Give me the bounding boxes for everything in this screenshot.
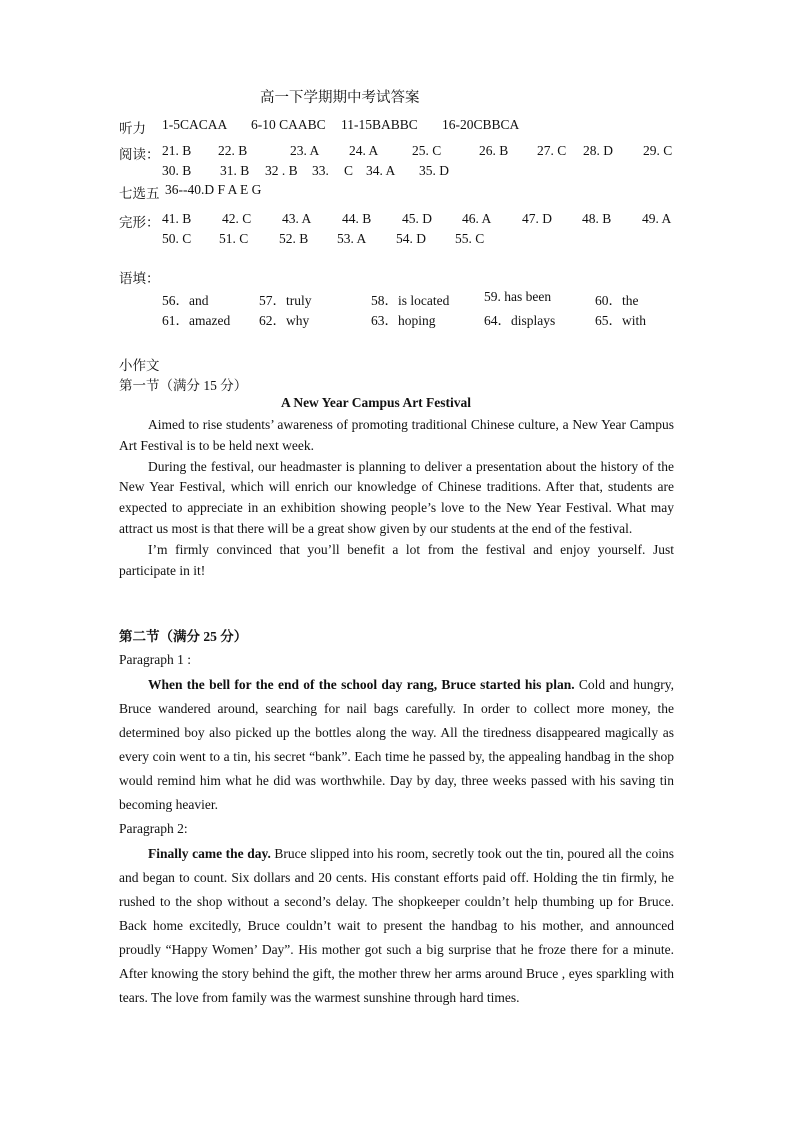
essay-body (119, 415, 674, 581)
answer: 48. B (582, 211, 612, 226)
essay-paragraph: During the festival, our headmaster is planning to deliver a presentation about the history of the New Year Festival, which will enrich our knowledge of Chinese traditions. After that, students are expected to appreciate in an exhibition showing people’s love to the New Year Festival. What may attract us most is that there will be a great show given by our students at the end of the festival. (119, 458, 674, 536)
paragraph1-text (119, 673, 674, 817)
answer: 59. has been (484, 289, 552, 304)
paragraph1-body: Cold and hungry, Bruce wandered around, searching for nail bags carefully. In order to collect more money, the determined boy also picked up the bottles along the way. All the tiredness disappeared magically as every coin went to a tin, his secret “bank”. Each time he passed by, the appealing handbag in the shop would remind him what he did was worthwhile. Day by day, three weeks passed with his saving tin becoming heavier. (119, 677, 674, 812)
answer: 55. C (455, 231, 485, 246)
answer: 22. B (218, 143, 248, 158)
paragraph2-lead: Finally came the day. (148, 846, 271, 861)
listening-label: 听力 (119, 121, 146, 136)
paragraph1-lead: When the bell for the end of the school day rang, Bruce started his plan. (148, 677, 575, 692)
answer: 45. D (402, 211, 432, 226)
answer-group: 16-20CBBCA (442, 117, 520, 132)
paragraph2-text (119, 842, 674, 1010)
answer: 24. A (349, 143, 379, 158)
answer: 27. C (537, 143, 567, 158)
answer: 31. B (220, 163, 250, 178)
answer: 62．why (259, 313, 310, 328)
answer: 41. B (162, 211, 192, 226)
answer: 23. A (290, 143, 320, 158)
answer: 36--40.D F A E G (165, 182, 262, 197)
grammar-label: 语填： (119, 271, 160, 286)
section1-label: 第一节（满分 15 分） (119, 378, 248, 393)
answer: 29. C (643, 143, 673, 158)
answer: 28. D (583, 143, 613, 158)
page-title: 高一下学期期中考试答案 (260, 90, 420, 106)
paragraph2-body: Bruce slipped into his room, secretly took out the tin, poured all the coins and began to count. Six dollars and 20 cents. His constant efforts paid off. Holding the tin firmly, he rushed to the shop without a second’s delay. The shopkeeper couldn’t help thumbing up for Bruce. Back home excitedly, Bruce couldn’t wait to present the handbag to his mother, and announced proudly “Happy Women’ Day”. His mother got such a big surprise that he froze there for a minute. After knowing the story behind the gift, the mother threw her arms around Bruce , eyes sparkling with tears. The love from family was the warmest sunshine through hard times. (119, 846, 674, 1005)
reading-label: 阅读： (119, 147, 160, 162)
answer-group: 6-10 CAABC (251, 117, 326, 132)
answer: 61．amazed (162, 313, 231, 328)
answer: 63．hoping (371, 313, 436, 328)
answer: 51. C (219, 231, 249, 246)
answer: 53. A (337, 231, 367, 246)
answer: 35. D (419, 163, 449, 178)
answer: 25. C (412, 143, 442, 158)
answer: 64．displays (484, 313, 556, 328)
section2-label: 第二节（满分 25 分） (119, 629, 248, 644)
writing-label: 小作文 (119, 358, 160, 373)
answer-group: 11-15BABBC (341, 117, 418, 132)
seven-label: 七选五 (119, 186, 160, 201)
cloze-label: 完形： (119, 215, 160, 230)
answer: 50. C (162, 231, 192, 246)
answer-group: 1-5CACAA (162, 117, 228, 132)
answer: 34. A (366, 163, 396, 178)
answer: 57．truly (259, 293, 312, 308)
answer: 56．and (162, 293, 209, 308)
answer: 46. A (462, 211, 492, 226)
essay-paragraph: I’m firmly convinced that you’ll benefit a lot from the festival and enjoy yourself. Just participate in it! (119, 541, 674, 578)
answer: 33. (312, 163, 329, 178)
answer: 43. A (282, 211, 312, 226)
answer: 65．with (595, 313, 647, 328)
essay-paragraph: Aimed to rise students’ awareness of promoting traditional Chinese culture, a New Year Campus Art Festival is to be held next week. (119, 417, 674, 453)
answer: 32 . B (265, 163, 298, 178)
answer: 49. A (642, 211, 672, 226)
answer: 47. D (522, 211, 552, 226)
answer: C (344, 163, 354, 178)
answer: 44. B (342, 211, 372, 226)
paragraph2-label: Paragraph 2: (119, 821, 188, 836)
answer: 26. B (479, 143, 509, 158)
answer: 52. B (279, 231, 309, 246)
paragraph1-label: Paragraph 1 : (119, 652, 191, 667)
answer: 58．is located (371, 293, 450, 308)
answer: 21. B (162, 143, 192, 158)
answer: 54. D (396, 231, 426, 246)
answer: 60．the (595, 293, 639, 308)
essay-title: A New Year Campus Art Festival (280, 395, 472, 410)
answer: 30. B (162, 163, 192, 178)
answer: 42. C (222, 211, 252, 226)
